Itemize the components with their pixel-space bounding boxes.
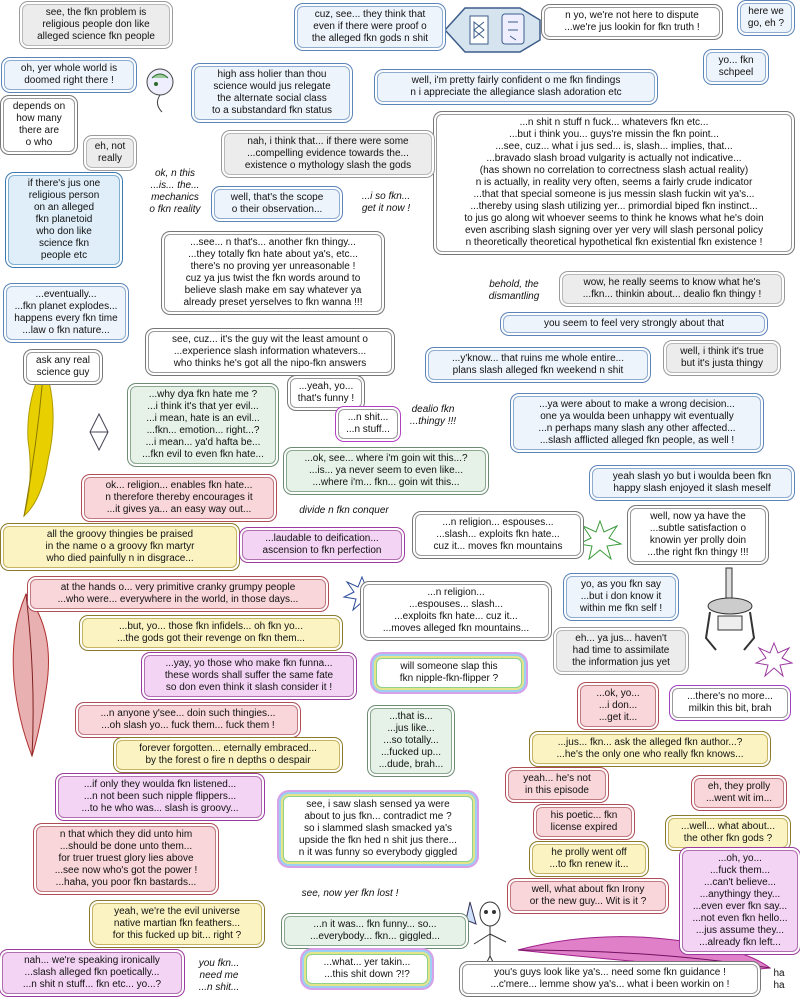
bubble-14: if there's jus one religious person on an alleged fkn planetoid who don like science fkn people etc <box>8 175 120 265</box>
bubble-10: eh, not really <box>86 138 134 168</box>
bubble-58: n that which they did unto him ...should be done unto them... for truer truest glory lies above ...see now who's got the power ! ...haha, you poor fkn bastards... <box>36 826 216 892</box>
bubble-27: ...yeah, yo... that's funny ! <box>290 378 362 408</box>
space-capsule-icon <box>440 2 545 58</box>
bubble-62: see, now yer fkn lost ! <box>301 888 399 899</box>
bubble-57: ...well... what about... the other fkn gods ? <box>668 818 788 848</box>
bubble-67: ...what... yer takin... ...this shit down ?!? <box>306 954 428 984</box>
bubble-15: well, that's the scope o their observation... <box>214 189 340 219</box>
bubble-21: you seem to feel very strongly about that <box>503 315 765 333</box>
bubble-18: ...eventually... ...fkn planet explodes... happens every fkn time ...law o fkn nature... <box>6 286 126 340</box>
bubble-03: n yo, we're not here to dispute ...we're jus lookin for fkn truth ! <box>544 7 720 37</box>
bubble-38: ...laudable to deification... ascension to fkn perfection <box>242 530 402 560</box>
bubble-32: ok... religion... enables fkn hate... n therefore thereby encourages it ...it gives ya... an easy way out... <box>84 477 274 519</box>
bubble-28: ...n shit... ...n stuff... <box>338 409 398 439</box>
bubble-49: ...that is... ...jus like... ...so totally... ...fucked up... ...dude, brah... <box>370 708 452 774</box>
bubble-63: yeah, we're the evil universe native martian fkn feathers... for this fucked up bit... right ? <box>92 903 262 945</box>
bubble-54: eh, they prolly ...went wit im... <box>694 778 784 808</box>
bubble-47: ...there's no more... milkin this bit, brah <box>672 688 788 718</box>
bubble-69: ha ha <box>773 968 785 991</box>
bubble-40: ...n religion... ...espouses... slash... ...exploits fkn hate... cuz it... ...moves alleged fkn mountains... <box>363 584 549 638</box>
bubble-22: ask any real science guy <box>26 352 100 382</box>
bubble-65: nah... we're speaking ironically ...slash alleged fkn poetically... ...n shit n stuff... fkn etc... yo...? <box>2 952 182 994</box>
bubble-09: depends on how many there are o who <box>3 98 75 152</box>
bubble-16: ...i so fkn... get it now ! <box>361 191 411 214</box>
bubble-46: ...ok, yo... ...i don... ...get it... <box>580 685 656 727</box>
bubble-01: see, the fkn problem is religious people don like alleged science fkn people <box>22 4 170 46</box>
bubble-17: ...see... n that's... another fkn thingy... ...they totally fkn hate about ya's, etc... there's no proving yer unreasonable ! cuz ya jus twist the fkn words around to believe slash make em say whatever ya already preset yerselves to fkn wanna !!! <box>164 234 382 312</box>
bubble-53: yeah... he's not in this episode <box>508 770 606 800</box>
bubble-44: ...yay, yo those who make fkn funna... these words shall suffer the same fate so don even think it slash consider it ! <box>144 655 354 697</box>
diamond-icon <box>88 412 110 452</box>
bubble-43: eh... ya jus... haven't had time to assimilate the information jus yet <box>556 630 686 672</box>
bubble-26: ...why dya fkn hate me ? ...i think it's that yer evil... ...i mean, hate is an evil... ...fkn... emotion... right...? ...i mean... ya'd hafta be... ...fkn evil to even fkn hate... <box>130 386 276 464</box>
bubble-11: ...n shit n stuff n fuck... whatevers fkn etc... ...but i think you... guys're missin the fkn point... ...see, cuz... what i jus sed... is, slash... implies, that... ...bravado slash broad vulgarity is actually not indicative... (has shown no correlation to correctness slash actual reality) n is actually, in reality very often, seems a fairly crude indicator ...that that special someone is jus messin slash fuckin wit ya's... ...thereby using slash utilizing yer... primordial biped fkn instinct... to jus go along wit whoever seems to think he knows what he's doin even ascribing slash signing over yer very will slash personal policy n theoretically theoretical hypothetical fkn existential fkn existence ! <box>436 114 792 252</box>
bubble-48: ...n anyone y'see... doin such thingies... ...oh slash yo... fuck them... fuck them ! <box>78 705 298 735</box>
bubble-59: he prolly went off ...to fkn renew it... <box>532 844 646 874</box>
bubble-39: at the hands o... very primitive cranky grumpy people ...who were... everywhere in the world, in those days... <box>30 579 326 609</box>
bubble-37: all the groovy thingies be praised in the name o a groovy fkn martyr who died painfully n in disgrace... <box>3 526 237 568</box>
bubble-41: yo, as you fkn say ...but i don know it within me fkn self ! <box>566 576 676 618</box>
robot-claw-icon <box>700 566 760 656</box>
bubble-42: ...but, yo... those fkn infidels... oh fkn yo... ...the gods got their revenge on fkn them... <box>82 618 340 648</box>
bubble-61: well, what about fkn Irony or the new guy... Wit is it ? <box>510 881 666 911</box>
purple-splat-icon <box>754 640 794 680</box>
bubble-29: dealio fkn ...thingy !!! <box>409 404 457 427</box>
bubble-52: ...if only they woulda fkn listened... ...n not been such nipple flippers... ...to he who was... slash is groovy... <box>58 776 262 818</box>
bubble-68: you's guys look like ya's... need some fkn guidance ! ...c'mere... lemme show ya's... what i been workin on ! <box>462 964 758 994</box>
bubble-60: ...oh, yo... ...fuck them... ...can't believe... ...anythingy they... ...even ever fkn say... ...not even fkn hello... ...jus assume they... ...already fkn left... <box>682 850 798 952</box>
bubble-12: nah, i think that... if there were some ...compelling evidence towards the... existence o mythology slash the gods <box>224 133 432 175</box>
bubble-45: will someone slap this fkn nipple-fkn-flipper ? <box>376 658 522 688</box>
bubble-34: divide n fkn conquer <box>299 505 389 516</box>
bubble-19: behold, the dismantling <box>488 279 540 302</box>
bubble-66: you fkn... need me ...n shit... <box>198 958 240 993</box>
red-feather-icon <box>6 590 62 760</box>
bubble-20: wow, he really seems to know what he's ...fkn... thinkin about... dealio fkn thingy ! <box>562 274 782 304</box>
bubble-25: well, i think it's true but it's justa thingy <box>666 343 778 373</box>
bubble-55: see, i saw slash sensed ya were about to jus fkn... contradict me ? so i slammed slash smacked ya's upside the fkn hed n shit jus there... n it was funny so everybody giggled <box>283 796 473 862</box>
bubble-24: ...y'know... that ruins me whole entire... plans slash alleged fkn weekend n shit <box>428 350 648 380</box>
bubble-64: ...n it was... fkn funny... so... ...everybody... fkn... giggled... <box>284 916 466 946</box>
bubble-04: here we go, eh ? <box>740 3 792 33</box>
bubble-51: ...jus... fkn... ask the alleged fkn author...? ...he's the only one who really fkn knows... <box>532 734 768 764</box>
bubble-05: oh, yer whole world is doomed right there ! <box>4 60 134 90</box>
bubble-08: well, i'm pretty fairly confident o me fkn findings n i appreciate the allegiance slash adoration etc <box>377 72 655 102</box>
green-splat-icon <box>577 518 623 562</box>
bubble-33: yeah slash yo but i woulda been fkn happy slash enjoyed it slash meself <box>592 468 792 498</box>
balloon-head-icon <box>140 64 180 114</box>
bubble-02: cuz, see... they think that even if there were proof o the alleged fkn gods n shit <box>297 6 443 48</box>
bubble-50: forever forgotten... eternally embraced... by the forest o fire n depths o despair <box>116 740 340 770</box>
bubble-36: well, now ya have the ...subtle satisfaction o knowin yer prolly doin ...the right fkn thingy !!! <box>630 508 766 562</box>
bubble-23: see, cuz... it's the guy wit the least amount o ...experience slash information whatevers... who thinks he's got all the nipo-fkn answers <box>148 331 392 373</box>
bubble-13: ok, n this ...is... the... mechanics o fkn reality <box>149 168 201 215</box>
bubble-35: ...n religion... espouses... ...slash... exploits fkn hate... cuz it... moves fkn mountains <box>415 514 581 556</box>
bubble-31: ...ok, see... where i'm goin wit this...? ...is... ya never seem to even like... ...where i'm... fkn... goin wit this... <box>286 450 486 492</box>
bubble-06: high ass holier than thou science would jus relegate the alternate social class to a substandard fkn status <box>194 66 350 120</box>
bubble-56: his poetic... fkn license expired <box>536 807 632 837</box>
yellow-feather-icon <box>14 360 62 520</box>
bubble-07: yo... fkn schpeel <box>706 52 766 82</box>
bubble-30: ...ya were about to make a wrong decision... one ya woulda been unhappy wit eventually ...n perhaps many slash any other affected... ...slash afflicted alleged fkn people, as well ! <box>513 396 761 450</box>
